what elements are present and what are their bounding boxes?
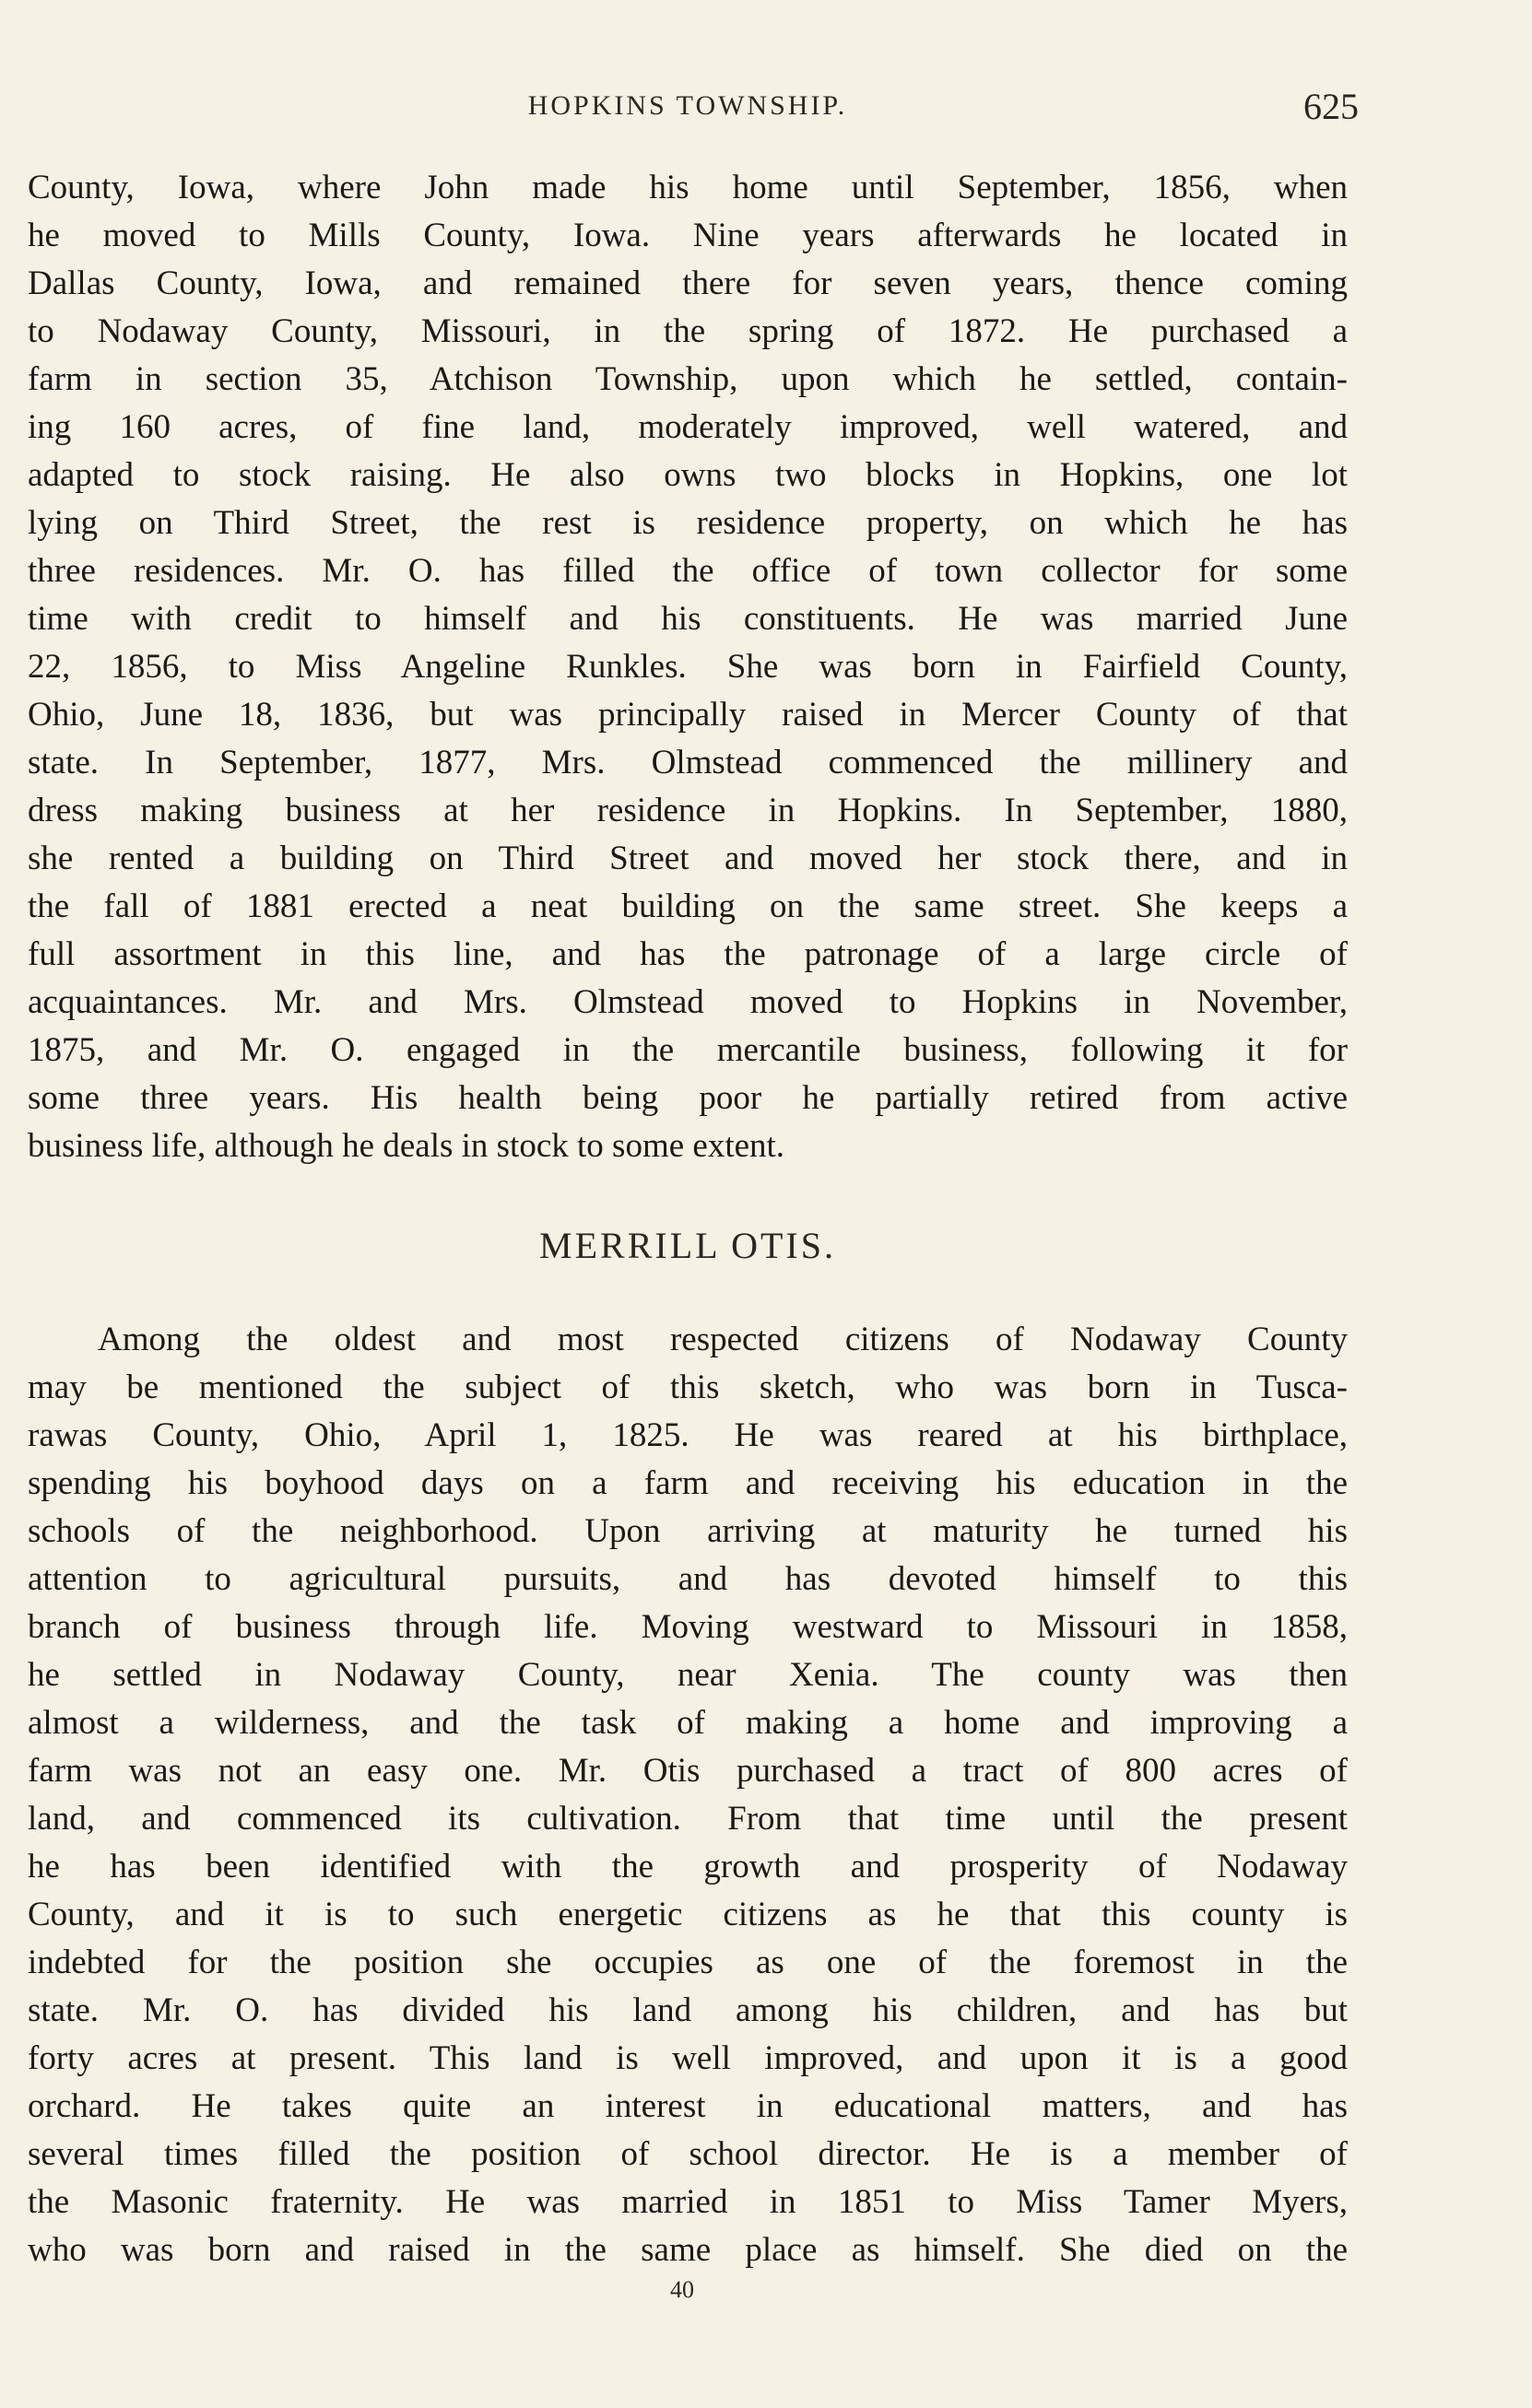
text-line: land, and commenced its cultivation. From that time until the present — [28, 1800, 1348, 1838]
text-line: the fall of 1881 erected a neat building on the same street. She keeps a — [28, 887, 1348, 925]
page-header — [28, 85, 1359, 140]
text-line: ing 160 acres, of fine land, moderately improved, well watered, and — [28, 408, 1348, 446]
text-line: some three years. His health being poor he partially retired from active — [28, 1079, 1348, 1117]
text-line: acquaintances. Mr. and Mrs. Olmstead moved to Hopkins in November, — [28, 983, 1348, 1021]
text-line: several times filled the position of school director. He is a member of — [28, 2135, 1348, 2173]
text-line: full assortment in this line, and has the patronage of a large circle of — [28, 935, 1348, 973]
text-line: state. Mr. O. has divided his land among his children, and has but — [28, 1991, 1348, 2029]
running-head: HOPKINS TOWNSHIP. — [527, 90, 848, 121]
text-line: time with credit to himself and his constituents. He was married June — [28, 600, 1348, 638]
text-line: he has been identified with the growth and prosperity of Nodaway — [28, 1848, 1348, 1885]
text-line: dress making business at her residence in Hopkins. In September, 1880, — [28, 792, 1348, 829]
text-line: Dallas County, Iowa, and remained there for seven years, thence coming — [28, 264, 1348, 302]
text-line: branch of business through life. Moving westward to Missouri in 1858, — [28, 1608, 1348, 1646]
text-line: 1875, and Mr. O. engaged in the mercantile business, following it for — [28, 1031, 1348, 1069]
text-line: Ohio, June 18, 1836, but was principally raised in Mercer County of that — [28, 696, 1348, 734]
text-line: adapted to stock raising. He also owns two blocks in Hopkins, one lot — [28, 456, 1348, 494]
text-line: he settled in Nodaway County, near Xenia. The county was then — [28, 1656, 1348, 1694]
text-line: the Masonic fraternity. He was married in 1851 to Miss Tamer Myers, — [28, 2183, 1348, 2221]
text-line: attention to agricultural pursuits, and has devoted himself to this — [28, 1560, 1348, 1598]
text-line: state. In September, 1877, Mrs. Olmstead commenced the millinery and — [28, 744, 1348, 781]
text-line: he moved to Mills County, Iowa. Nine years afterwards he located in — [28, 217, 1348, 254]
text-line: lying on Third Street, the rest is residence property, on which he has — [28, 504, 1348, 542]
text-line: farm was not an easy one. Mr. Otis purchased a tract of 800 acres of — [28, 1752, 1348, 1790]
text-line: County, Iowa, where John made his home until September, 1856, when — [28, 169, 1348, 206]
text-line: may be mentioned the subject of this sketch, who was born in Tusca- — [28, 1368, 1348, 1406]
text-line: business life, although he deals in stock to some extent. — [28, 1127, 785, 1165]
text-line: 22, 1856, to Miss Angeline Runkles. She was born in Fairfield County, — [28, 648, 1348, 686]
text-line: County, and it is to such energetic citizens as he that this county is — [28, 1896, 1348, 1933]
paragraph-merrill-otis — [28, 1316, 1348, 2274]
text-line: who was born and raised in the same place as himself. She died on the — [28, 2231, 1348, 2269]
page-number: 625 — [1303, 86, 1359, 127]
text-line: three residences. Mr. O. has filled the office of town collector for some — [28, 552, 1348, 590]
text-line: indebted for the position she occupies as one of the foremost in the — [28, 1944, 1348, 1981]
text-line: spending his boyhood days on a farm and receiving his education in the — [28, 1464, 1348, 1502]
text-line: farm in section 35, Atchison Township, upon which he settled, contain- — [28, 360, 1348, 398]
text-line: she rented a building on Third Street and moved her stock there, and in — [28, 840, 1348, 877]
text-line: schools of the neighborhood. Upon arriving at maturity he turned his — [28, 1512, 1348, 1550]
text-line: to Nodaway County, Missouri, in the spring of 1872. He purchased a — [28, 312, 1348, 350]
signature-mark: 40 — [670, 2276, 694, 2303]
text-line: almost a wilderness, and the task of making a home and improving a — [28, 1704, 1348, 1742]
text-line: forty acres at present. This land is well improved, and upon it is a good — [28, 2039, 1348, 2077]
section-title: MERRILL OTIS. — [539, 1225, 836, 1266]
text-line: orchard. He takes quite an interest in educational matters, and has — [28, 2087, 1348, 2125]
text-line: rawas County, Ohio, April 1, 1825. He was reared at his birthplace, — [28, 1416, 1348, 1454]
text-line: Among the oldest and most respected citizens of Nodaway County — [98, 1321, 1348, 1358]
paragraph-olmstead-continued — [28, 164, 1348, 1170]
